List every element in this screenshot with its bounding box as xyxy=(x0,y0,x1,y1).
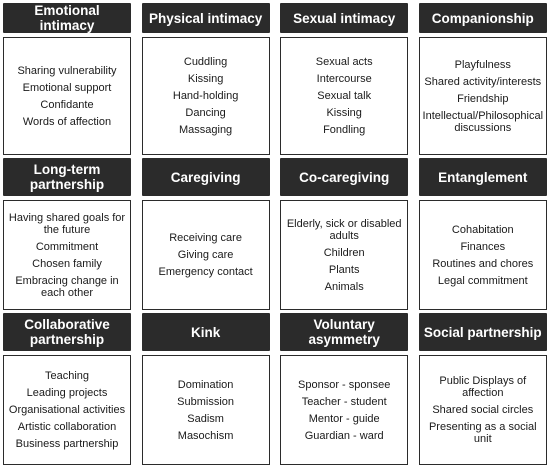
list-item: Teaching xyxy=(44,370,90,382)
card-title: Sexual intimacy xyxy=(280,3,408,33)
list-item: Guardian - ward xyxy=(304,429,384,442)
card-title: Entanglement xyxy=(419,158,547,196)
card-items xyxy=(419,200,547,310)
list-item: Confidante xyxy=(40,98,94,111)
card-items xyxy=(142,37,270,155)
card-items xyxy=(419,355,547,465)
card-voluntary-asymmetry xyxy=(280,313,408,465)
list-item: Leading projects xyxy=(26,387,108,399)
list-item: Friendship xyxy=(457,92,509,105)
list-item: Receiving care xyxy=(169,232,242,244)
card-items xyxy=(3,355,131,465)
card-long-term-partnership xyxy=(3,158,131,310)
card-title: Physical intimacy xyxy=(142,3,270,33)
card-items xyxy=(280,200,408,310)
list-item: Sexual talk xyxy=(317,90,372,102)
list-item: Hand-holding xyxy=(172,90,239,102)
list-item: Animals xyxy=(324,280,364,293)
list-item: Presenting as a social unit xyxy=(428,421,537,445)
list-item: Sexual acts xyxy=(315,56,373,68)
list-item: Emergency contact xyxy=(158,266,253,278)
list-item: Cohabitation xyxy=(451,223,514,236)
list-item: Children xyxy=(323,246,365,259)
list-item: Artistic collaboration xyxy=(17,421,117,433)
card-title: Collaborative partnership xyxy=(3,313,131,351)
list-item: Sadism xyxy=(187,412,224,425)
card-title: Long-term partnership xyxy=(3,158,131,196)
list-item: Having shared goals for the future xyxy=(8,211,126,236)
card-companionship xyxy=(419,3,547,155)
list-item: Fondling xyxy=(323,124,366,136)
card-title: Co-caregiving xyxy=(280,158,408,196)
list-item: Words of affection xyxy=(22,115,112,128)
card-kink xyxy=(142,313,270,465)
list-item: Intercourse xyxy=(316,73,372,85)
list-item: Dancing xyxy=(185,107,226,119)
card-physical-intimacy xyxy=(142,3,270,155)
list-item: Kissing xyxy=(187,73,224,85)
list-item: Teacher - student xyxy=(301,395,387,408)
card-items xyxy=(3,37,131,155)
list-item: Massaging xyxy=(178,124,233,136)
list-item: Routines and chores xyxy=(432,257,534,270)
card-items xyxy=(419,37,547,155)
list-item: Emotional support xyxy=(22,81,112,94)
list-item: Commitment xyxy=(35,240,99,253)
list-item: Sharing vulnerability xyxy=(17,64,117,77)
card-items xyxy=(142,355,270,465)
list-item: Giving care xyxy=(177,249,234,261)
list-item: Mentor - guide xyxy=(308,412,380,425)
list-item: Masochism xyxy=(177,429,234,442)
card-sexual-intimacy xyxy=(280,3,408,155)
list-item: Business partnership xyxy=(15,438,119,450)
list-item: Embracing change in each other xyxy=(15,274,119,299)
card-items xyxy=(280,37,408,155)
relationship-types-grid xyxy=(3,3,545,465)
card-collaborative-partnership xyxy=(3,313,131,465)
card-title: Social partnership xyxy=(419,313,547,351)
card-items xyxy=(280,355,408,465)
card-items xyxy=(3,200,131,310)
card-co-caregiving xyxy=(280,158,408,310)
list-item: Plants xyxy=(328,263,360,276)
list-item: Playfulness xyxy=(454,58,511,71)
card-title: Kink xyxy=(142,313,270,351)
card-social-partnership xyxy=(419,313,547,465)
list-item: Shared activity/interests xyxy=(424,75,542,88)
list-item: Public Displays of affection xyxy=(439,375,527,399)
card-emotional-intimacy xyxy=(3,3,131,155)
card-title: Emotional intimacy xyxy=(3,3,131,33)
list-item: Kissing xyxy=(326,107,362,119)
list-item: Sponsor - sponsee xyxy=(298,378,391,391)
card-title: Caregiving xyxy=(142,158,270,196)
card-caregiving xyxy=(142,158,270,310)
list-item: Chosen family xyxy=(32,257,102,270)
list-item: Intellectual/Philosophical discussions xyxy=(422,109,544,134)
list-item: Domination xyxy=(177,378,234,391)
list-item: Elderly, sick or disabled adults xyxy=(286,217,402,242)
card-title: Companionship xyxy=(419,3,547,33)
list-item: Organisational activities xyxy=(8,404,126,416)
card-title: Voluntary asymmetry xyxy=(280,313,408,351)
list-item: Shared social circles xyxy=(432,404,534,416)
card-entanglement xyxy=(419,158,547,310)
list-item: Cuddling xyxy=(183,56,228,68)
list-item: Legal commitment xyxy=(437,274,528,287)
card-items xyxy=(142,200,270,310)
list-item: Submission xyxy=(177,395,235,408)
list-item: Finances xyxy=(460,240,506,253)
